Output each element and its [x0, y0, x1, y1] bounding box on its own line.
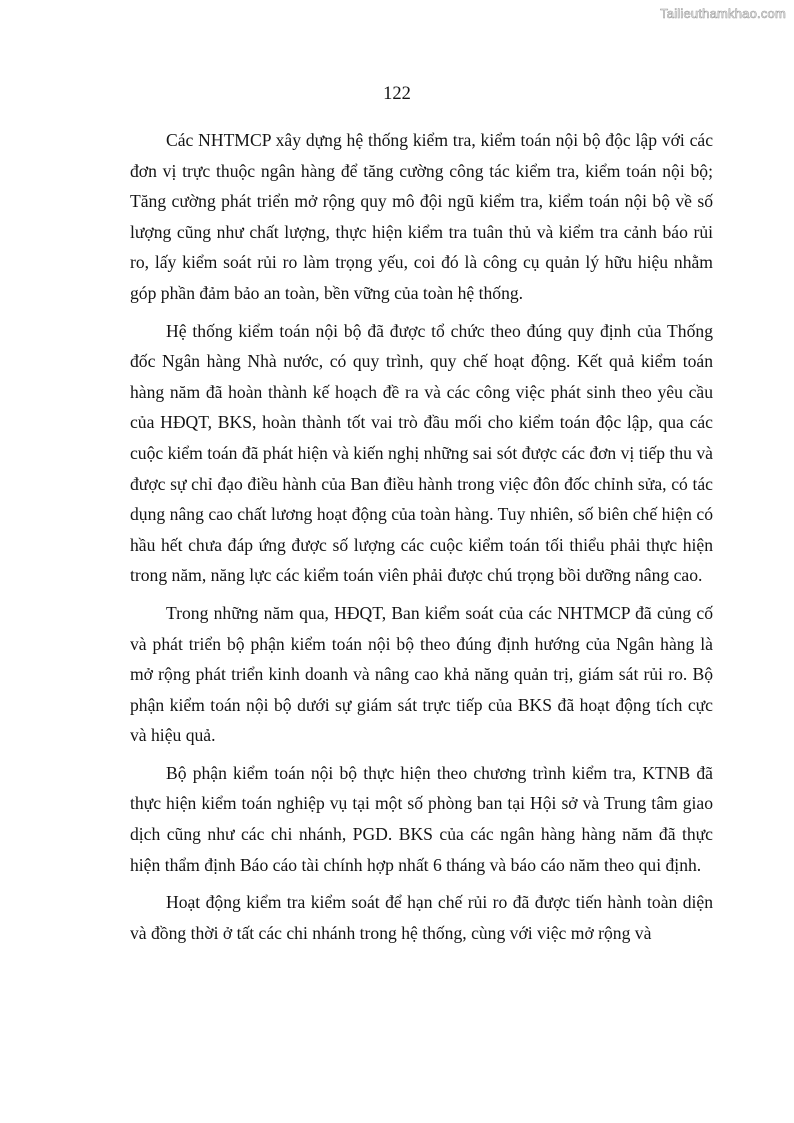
paragraph: Trong những năm qua, HĐQT, Ban kiểm soát của các NHTMCP đã củng cố và phát triển bộ phận kiểm toán nội bộ theo đúng định hướng của Ngân hàng là mở rộng phát triển kinh doanh và nâng cao khả năng quản trị, giám sát rủi ro. Bộ phận kiểm toán nội bộ dưới sự giám sát trực tiếp của BKS đã hoạt động tích cực và hiệu quả. — [130, 602, 713, 746]
paragraph: Bộ phận kiểm toán nội bộ thực hiện theo chương trình kiểm tra, KTNB đã thực hiện kiểm toán nghiệp vụ tại một số phòng ban tại Hội sở và Trung tâm giao dịch cũng như các chi nhánh, PGD. BKS của các ngân hàng hàng năm đã thực hiện thẩm định Báo cáo tài chính hợp nhất 6 tháng và báo cáo năm theo qui định. — [130, 762, 713, 875]
document-body — [130, 125, 713, 955]
paragraph: Hệ thống kiểm toán nội bộ đã được tổ chức theo đúng quy định của Thống đốc Ngân hàng Nhà nước, có quy trình, quy chế hoạt động. Kết quả kiểm toán hàng năm đã hoàn thành kế hoạch đề ra và các công việc phát sinh theo yêu cầu của HĐQT, BKS, hoàn thành tốt vai trò đầu mối cho kiểm toán độc lập, qua các cuộc kiểm toán đã phát hiện và kiến nghị những sai sót được các đơn vị tiếp thu và được sự chỉ đạo điều hành của Ban điều hành trong việc đôn đốc chỉnh sửa, có tác dụng nâng cao chất lương hoạt động của toàn hàng. Tuy nhiên, số biên chế hiện có hầu hết chưa đáp ứng được số lượng các cuộc kiểm toán tối thiểu phải thực hiện trong năm, năng lực các kiểm toán viên phải được chú trọng bồi dưỡng nâng cao. — [130, 320, 713, 586]
page-number: 122 — [383, 84, 411, 104]
paragraph: Các NHTMCP xây dựng hệ thống kiểm tra, kiểm toán nội bộ độc lập với các đơn vị trực thuộc ngân hàng để tăng cường công tác kiểm tra, kiểm toán nội bộ; Tăng cường phát triển mở rộng quy mô đội ngũ kiểm tra, kiểm toán nội bộ về số lượng cũng như chất lượng, thực hiện kiểm tra tuân thủ và kiểm tra cảnh báo rủi ro, lấy kiểm soát rủi ro làm trọng yếu, coi đó là công cụ quản lý hữu hiệu nhằm góp phần đảm bảo an toàn, bền vững của toàn hệ thống. — [130, 130, 713, 303]
paragraph: Hoạt động kiểm tra kiểm soát để hạn chế rủi ro đã được tiến hành toàn diện và đồng thời ở tất các chi nhánh trong hệ thống, cùng với việc mở rộng và — [130, 892, 713, 943]
watermark: Tailieuthamkhao.com — [660, 6, 786, 21]
